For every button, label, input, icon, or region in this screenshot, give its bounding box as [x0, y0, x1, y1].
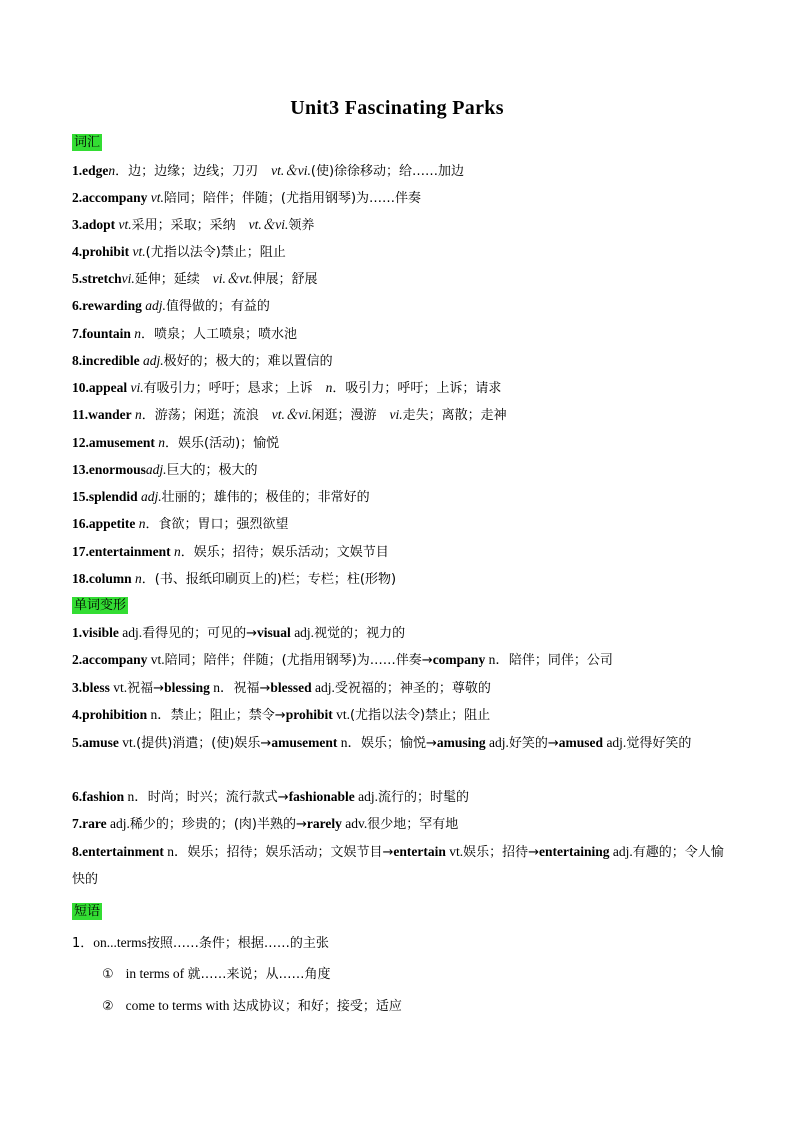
part-of-speech: n: [325, 380, 333, 395]
definition-text: (提供)消遣；(使)娱乐→: [136, 736, 272, 751]
vocab-item: [72, 461, 258, 480]
headword: entertaining: [539, 844, 610, 859]
definition-text: 延伸；延续: [134, 272, 213, 287]
headword: company: [432, 652, 486, 667]
vocab-item: [72, 243, 286, 262]
section-heading-vocab: 词汇: [74, 135, 101, 150]
definition-text: 娱乐；招待→: [463, 845, 540, 860]
part-of-speech: adj.: [141, 298, 166, 313]
english-text: n．: [124, 789, 148, 804]
part-of-speech: vt.: [147, 190, 164, 205]
english-text: come to terms with: [125, 998, 233, 1013]
vocab-item: [72, 570, 396, 589]
part-of-speech: n: [108, 163, 116, 178]
headword: 3.bless: [72, 680, 110, 695]
definition-text: 走失；离散；走神: [402, 408, 507, 423]
definition-text: 觉得好笑的: [626, 736, 692, 751]
headword: 16.appetite: [72, 516, 136, 531]
vocab-item: [72, 162, 464, 181]
headword: 17.entertainment: [72, 544, 171, 559]
definition-text: 壮丽的；雄伟的；极佳的；非常好的: [161, 490, 370, 505]
english-text: vt.: [147, 652, 165, 667]
part-of-speech: n: [131, 571, 142, 586]
headword: amusement: [271, 735, 338, 750]
sub-phrase-item: [102, 997, 402, 1016]
definition-text: (尤指以法令)禁止；阻止: [349, 708, 491, 723]
definition-text: 娱乐；招待；娱乐活动；文娱节目→: [187, 845, 394, 860]
english-text: vt.: [332, 707, 350, 722]
part-of-speech: vi.＆vt.: [212, 271, 253, 286]
definition-text: 看得见的；可见的→: [142, 626, 258, 641]
headword: 4.prohibit: [72, 244, 130, 259]
part-of-speech: vt.＆vi.: [271, 407, 312, 422]
vocab-item: [72, 515, 289, 534]
english-text: n．: [485, 652, 509, 667]
definition-text: (使)徐徐移动；给……加边: [310, 164, 465, 179]
definition-text: 伸展；舒展: [252, 272, 318, 287]
section-heading-word-forms: 单词变形: [74, 598, 127, 613]
headword: 8.incredible: [72, 353, 140, 368]
headword: 11.wander: [72, 407, 132, 422]
part-of-speech: vt.＆vi.: [271, 163, 311, 178]
english-text: on...terms: [93, 935, 147, 950]
english-text: n．: [147, 707, 171, 722]
part-of-speech: vt.＆vi.: [248, 217, 289, 232]
headword: 6.rewarding: [72, 298, 142, 313]
headword: blessed: [270, 680, 312, 695]
word-form-item: [72, 679, 491, 698]
definition-text: 祝福→: [233, 681, 271, 696]
definition-text: 陪伴；同伴；公司: [508, 653, 613, 668]
english-text: n．: [209, 680, 234, 695]
headword: 1.visible: [72, 625, 119, 640]
word-form-item: [72, 815, 458, 834]
word-form-item: [72, 624, 405, 643]
headword: 10.appeal: [72, 380, 128, 395]
definition-text: 就……来说；从……角度: [187, 967, 331, 982]
headword: fashionable: [288, 789, 355, 804]
page-title: Unit3 Fascinating Parks: [290, 97, 504, 119]
english-text: n．: [163, 844, 188, 859]
english-text: vt.: [118, 735, 137, 750]
definition-text: 受祝福的；神圣的；尊敬的: [334, 681, 491, 696]
definition-text: 视觉的；视力的: [314, 626, 406, 641]
word-form-item: [72, 788, 469, 807]
vocab-item: [72, 189, 421, 208]
headword: 3.adopt: [72, 217, 116, 232]
english-text: vt.: [445, 844, 464, 859]
definition-text: 流行的；时髦的: [377, 790, 469, 805]
english-text: adj.: [106, 816, 130, 831]
phrase-item: [72, 934, 329, 953]
definition-text: 领养: [288, 218, 315, 233]
part-of-speech: adj.: [139, 353, 164, 368]
definition-text: 有吸引力；呼吁；恳求；上诉: [143, 381, 326, 396]
definition-text: 娱乐；愉悦→: [360, 736, 437, 751]
english-text: adj.: [485, 735, 509, 750]
part-of-speech: n: [170, 544, 181, 559]
definition-text: 祝福→: [127, 681, 165, 696]
definition-text: 很少地；罕有地: [367, 817, 459, 832]
definition-text: ．(书、报纸印刷页上的)栏；专栏；柱(形物): [141, 572, 397, 587]
part-of-speech: n: [135, 516, 146, 531]
definition-text: 好笑的→: [508, 736, 559, 751]
definition-text: ．吸引力；呼吁；上诉；请求: [332, 381, 502, 396]
definition-text: 值得做的；有益的: [165, 299, 270, 314]
headword: prohibit: [285, 707, 333, 722]
headword: 7.rare: [72, 816, 107, 831]
english-text: adj.: [354, 789, 378, 804]
definition-text: 陪同；陪伴；伴随；(尤指用钢琴)为……伴奏→: [164, 653, 433, 668]
definition-text: (尤指以法令)禁止；阻止: [145, 245, 286, 260]
definition-text: 时尚；时兴；流行款式→: [147, 790, 289, 805]
vocab-item: [72, 216, 314, 235]
definition-text: 陪同；陪伴；伴随；(尤指用钢琴)为……伴奏: [163, 191, 422, 206]
headword: 5.amuse: [72, 735, 119, 750]
word-form-item: [72, 838, 732, 893]
english-text: adv.: [341, 816, 368, 831]
definition-text: ．娱乐(活动)；愉悦: [165, 436, 280, 451]
definition-text: ．娱乐；招待；娱乐活动；文娱节目: [180, 545, 389, 560]
part-of-speech: n: [154, 435, 165, 450]
vocab-item: [72, 379, 501, 398]
definition-text: 禁止；阻止；禁令→: [170, 708, 286, 723]
part-of-speech: vi.: [389, 407, 403, 422]
definition-text: 采用；采取；采纳: [131, 218, 249, 233]
headword: amused: [558, 735, 604, 750]
forms-heading: [72, 597, 128, 615]
section-heading-phrases: 短语: [74, 904, 101, 919]
definition-text: 达成协议；和好；接受；适应: [232, 999, 402, 1014]
circled-number: ②: [102, 999, 114, 1014]
part-of-speech: n: [130, 326, 142, 341]
headword: 1.edge: [72, 163, 109, 178]
vocab-heading: [72, 134, 102, 152]
definition-text: 按照……条件；根据……的主张: [146, 936, 329, 951]
vocab-item: [72, 325, 297, 344]
definition-text: 巨大的；极大的: [166, 463, 258, 478]
definition-text: 稀少的；珍贵的；(肉)半熟的→: [129, 817, 307, 832]
definition-text: 极好的；极大的；难以置信的: [163, 354, 333, 369]
headword: entertain: [393, 844, 446, 859]
english-text: adj.: [603, 735, 627, 750]
part-of-speech: adj.: [145, 462, 167, 477]
headword: 2.accompany: [72, 652, 148, 667]
headword: 15.splendid: [72, 489, 138, 504]
part-of-speech: adj.: [137, 489, 162, 504]
headword: amusing: [436, 735, 486, 750]
sub-phrase-item: [102, 965, 331, 984]
vocab-item: [72, 406, 507, 425]
part-of-speech: vt.: [129, 244, 146, 259]
vocab-item: [72, 434, 279, 453]
headword: blessing: [164, 680, 210, 695]
definition-text: ．边；边缘；边线；刀刃: [115, 164, 272, 179]
word-form-item: [72, 651, 613, 670]
part-of-speech: vt.: [115, 217, 132, 232]
headword: 8.entertainment: [72, 844, 164, 859]
vocab-item: [72, 352, 333, 371]
headword: 12.amusement: [72, 435, 155, 450]
headword: 13.enormous: [72, 462, 146, 477]
english-text: vt.: [109, 680, 128, 695]
english-text: adj.: [609, 844, 633, 859]
headword: 18.column: [72, 571, 132, 586]
word-form-item: [72, 729, 732, 757]
phrases-heading: [72, 903, 102, 921]
vocab-item: [72, 270, 318, 289]
english-text: adj.: [290, 625, 315, 640]
circled-number: ①: [102, 967, 114, 982]
definition-text: 有趣的；令人愉快的: [72, 845, 724, 887]
headword: 4.prohibition: [72, 707, 148, 722]
headword: 5.stretch: [72, 271, 122, 286]
vocab-item: [72, 297, 270, 316]
part-of-speech: n: [131, 407, 142, 422]
vocab-item: [72, 543, 389, 562]
headword: rarely: [306, 816, 342, 831]
part-of-speech: vi.: [121, 271, 135, 286]
word-form-item: [72, 706, 490, 725]
part-of-speech: vi.: [127, 380, 144, 395]
definition-text: 1．: [72, 936, 94, 951]
definition-text: ．喷泉；人工喷泉；喷水池: [141, 327, 298, 342]
headword: 6.fashion: [72, 789, 125, 804]
english-text: in terms of: [125, 966, 188, 981]
english-text: adj.: [118, 625, 143, 640]
definition-text: 闲逛；漫游: [311, 408, 390, 423]
definition-text: ．游荡；闲逛；流浪: [141, 408, 272, 423]
headword: visual: [257, 625, 291, 640]
headword: 2.accompany: [72, 190, 148, 205]
headword: 7.fountain: [72, 326, 131, 341]
english-text: adj.: [311, 680, 335, 695]
definition-text: ．食欲；胃口；强烈欲望: [145, 517, 289, 532]
vocab-item: [72, 488, 370, 507]
english-text: n．: [337, 735, 361, 750]
